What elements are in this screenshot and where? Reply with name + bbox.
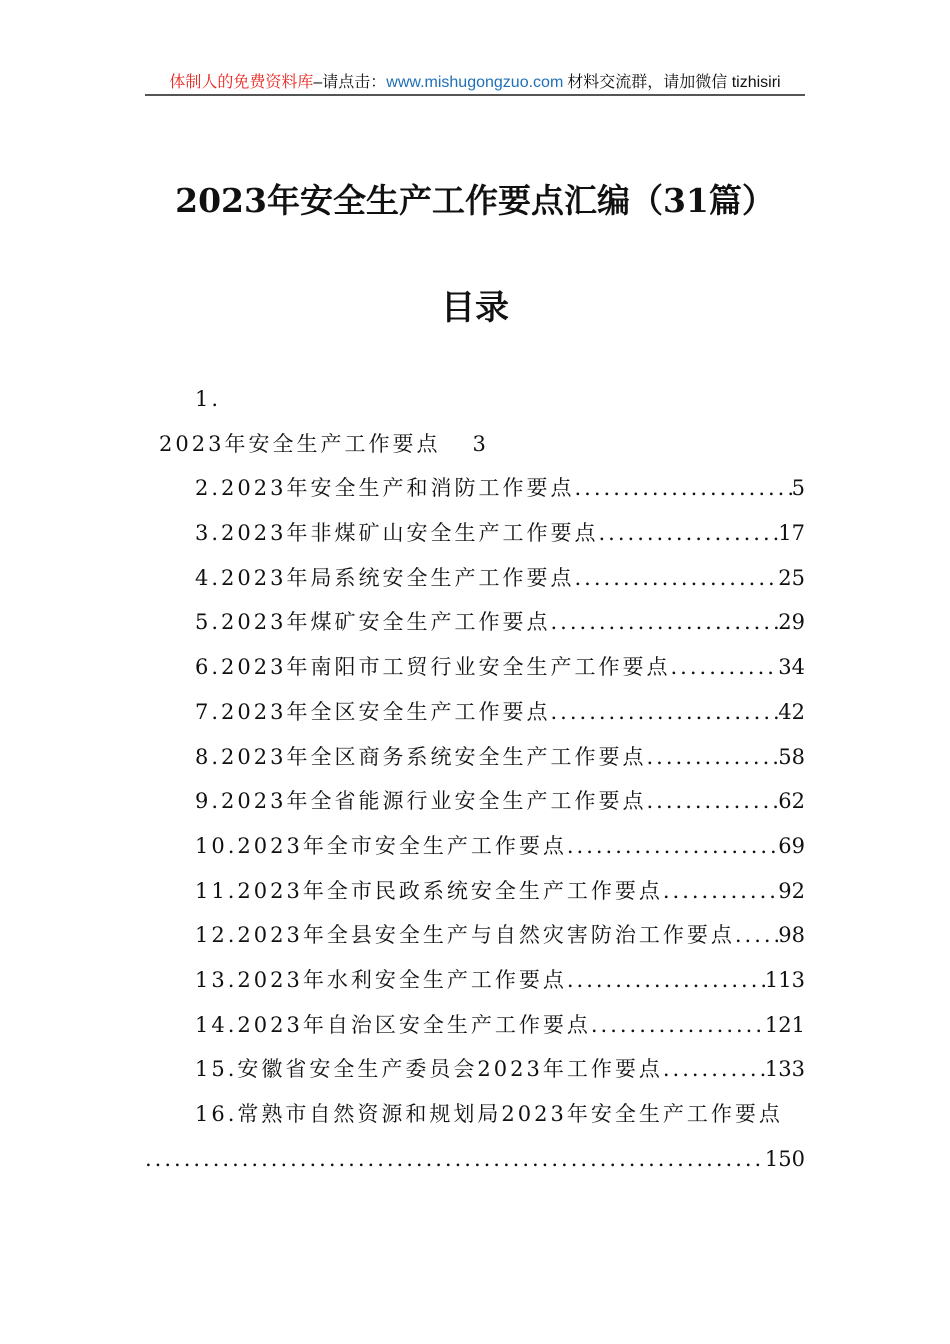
toc-text: 2023年全区商务系统安全生产工作要点 xyxy=(221,744,647,769)
dot-leader xyxy=(647,782,779,827)
toc-item[interactable] xyxy=(145,916,805,961)
toc-page: 98 xyxy=(778,923,805,948)
dot-leader xyxy=(735,916,778,961)
note-text: 材料交流群，请加微信 tizhisiri xyxy=(567,74,781,91)
toc-num: 7. xyxy=(195,699,222,724)
dot-leader xyxy=(663,872,778,917)
toc-num: 14. xyxy=(195,1012,238,1037)
toc-num: 11. xyxy=(195,878,238,903)
dot-leader xyxy=(551,693,779,738)
toc-page: 121 xyxy=(764,1012,805,1037)
toc-text: 2023年自治区安全生产工作要点 xyxy=(237,1012,591,1037)
dot-leader xyxy=(599,514,779,559)
toc-text: 2023年全县安全生产与自然灾害防治工作要点 xyxy=(237,923,735,948)
toc-page: 58 xyxy=(778,744,805,769)
toc-item[interactable] xyxy=(145,514,805,559)
toc-num: 13. xyxy=(195,967,238,992)
dot-leader xyxy=(551,603,779,648)
toc-page: 17 xyxy=(778,521,805,546)
dot-leader xyxy=(591,1006,765,1051)
toc-text: 2023年全市民政系统安全生产工作要点 xyxy=(237,878,663,903)
toc-num: 8. xyxy=(195,744,222,769)
toc-page: 42 xyxy=(778,699,805,724)
toc-item[interactable] xyxy=(145,603,805,648)
toc-item[interactable] xyxy=(145,469,805,514)
toc-page: 133 xyxy=(764,1057,805,1082)
toc-item-text[interactable] xyxy=(145,425,805,470)
toc-item[interactable] xyxy=(145,961,805,1006)
toc-page: 62 xyxy=(778,789,805,814)
toc-item-continued[interactable] xyxy=(145,1140,805,1185)
dot-leader xyxy=(663,1050,765,1095)
toc-page: 29 xyxy=(778,610,805,635)
toc-item[interactable] xyxy=(145,1050,805,1095)
toc-text: 2023年全省能源行业安全生产工作要点 xyxy=(221,789,647,814)
toc-text: 2023年水利安全生产工作要点 xyxy=(237,967,567,992)
toc-num: 5. xyxy=(195,610,222,635)
toc-num: 1. xyxy=(195,387,222,411)
toc-item[interactable] xyxy=(145,1095,805,1140)
toc-item[interactable] xyxy=(145,380,805,425)
toc-heading: 目录 xyxy=(441,288,509,328)
toc-text: 2023年安全生产和消防工作要点 xyxy=(221,476,575,501)
toc-num: 3. xyxy=(195,521,222,546)
toc-page: 3 xyxy=(472,431,489,456)
prompt-text: –请点击： xyxy=(313,74,387,91)
table-of-contents xyxy=(145,380,805,1184)
toc-page: 69 xyxy=(778,833,805,858)
toc-page: 150 xyxy=(764,1146,805,1171)
dot-leader xyxy=(567,961,765,1006)
toc-item[interactable] xyxy=(145,1006,805,1051)
dot-leader xyxy=(145,1140,765,1185)
toc-page: 92 xyxy=(778,878,805,903)
toc-item[interactable] xyxy=(145,738,805,783)
toc-num: 12. xyxy=(195,923,238,948)
toc-text: 安徽省安全生产委员会2023年工作要点 xyxy=(237,1057,663,1082)
toc-text: 常熟市自然资源和规划局2023年安全生产工作要点 xyxy=(237,1102,783,1126)
toc-num: 2. xyxy=(195,476,222,501)
dot-leader xyxy=(575,559,779,604)
website-link[interactable]: www.mishugongzuo.com xyxy=(386,74,564,91)
toc-text: 2023年南阳市工贸行业安全生产工作要点 xyxy=(221,655,671,680)
toc-num: 4. xyxy=(195,565,222,590)
dot-leader xyxy=(567,827,778,872)
toc-item[interactable] xyxy=(145,782,805,827)
toc-item[interactable] xyxy=(145,559,805,604)
toc-item[interactable] xyxy=(145,693,805,738)
toc-page: 34 xyxy=(778,655,805,680)
dot-leader xyxy=(575,469,792,514)
document-title: 2023年安全生产工作要点汇编（31篇） xyxy=(175,181,775,220)
toc-page: 25 xyxy=(778,565,805,590)
toc-num: 10. xyxy=(195,833,238,858)
toc-num: 9. xyxy=(195,789,222,814)
toc-num: 6. xyxy=(195,655,222,680)
toc-text: 2023年安全生产工作要点 xyxy=(159,431,441,456)
toc-page: 113 xyxy=(764,967,805,992)
toc-num: 15. xyxy=(195,1057,238,1082)
toc-text: 2023年全区安全生产工作要点 xyxy=(221,699,551,724)
dot-leader xyxy=(647,738,779,783)
toc-text: 2023年煤矿安全生产工作要点 xyxy=(221,610,551,635)
toc-item[interactable] xyxy=(145,827,805,872)
toc-page: 5 xyxy=(791,476,805,501)
page-header xyxy=(145,68,805,96)
brand-text: 体制人的免费资料库 xyxy=(169,74,314,91)
toc-text: 2023年局系统安全生产工作要点 xyxy=(221,565,575,590)
toc-item[interactable] xyxy=(145,648,805,693)
toc-num: 16. xyxy=(195,1102,238,1126)
toc-text: 2023年非煤矿山安全生产工作要点 xyxy=(221,521,599,546)
dot-leader xyxy=(671,648,779,693)
toc-item[interactable] xyxy=(145,872,805,917)
toc-text: 2023年全市安全生产工作要点 xyxy=(237,833,567,858)
